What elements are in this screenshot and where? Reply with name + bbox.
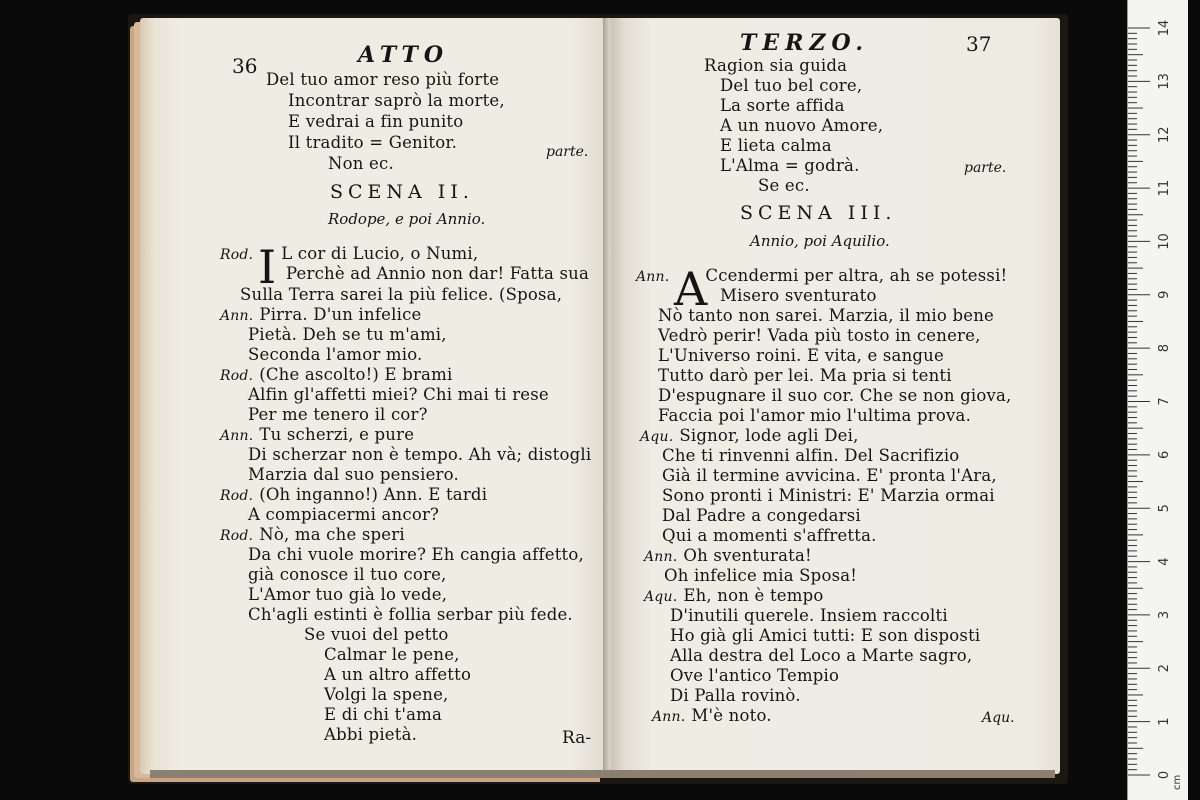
ruler-label: 5 xyxy=(1157,504,1172,513)
aria-line: E di chi t'ama xyxy=(324,705,443,724)
ruler-label: 6 xyxy=(1157,450,1172,459)
ruler-label: 0 xyxy=(1157,770,1172,780)
dialogue-line: già conosce il tuo core, xyxy=(248,565,447,584)
dialogue-line: Nò tanto non sarei. Marzia, il mio bene xyxy=(658,306,995,325)
ruler-label: 10 xyxy=(1157,233,1172,250)
scene-characters: Rodope, e poi Annio. xyxy=(328,210,486,228)
dialogue-line: Già il termine avvicina. E' pronta l'Ara, xyxy=(662,466,997,485)
dialogue-line: Ann. Ccendermi per altra, ah se potessi! xyxy=(636,266,1008,285)
dialogue-line: Alla destra del Loco a Marte sagro, xyxy=(670,646,973,665)
dialogue-line: Sono pronti i Ministri: E' Marzia ormai xyxy=(662,486,995,505)
dialogue-line: Di scherzar non è tempo. Ah và; distogli xyxy=(248,445,592,464)
dialogue-line: Qui a momenti s'affretta. xyxy=(662,526,877,545)
ruler-unit: cm xyxy=(1172,774,1183,790)
ruler-label: 9 xyxy=(1157,290,1172,299)
verse-line: A un nuovo Amore, xyxy=(720,116,884,135)
dialogue-line: Tutto darò per lei. Ma pria si tenti xyxy=(658,366,952,385)
dialogue-line: Rod. (Che ascolto!) E brami xyxy=(220,365,453,384)
aria-line: Calmar le pene, xyxy=(324,645,460,664)
dialogue-line: L'Amor tuo già lo vede, xyxy=(248,585,448,604)
verse-line: E lieta calma xyxy=(720,136,832,155)
scene-title: SCENA II. xyxy=(330,181,474,203)
dialogue-line: Ch'agli estinti è follia serbar più fede. xyxy=(248,605,573,624)
dialogue-line: Ann. Oh sventurata! xyxy=(644,546,812,565)
ruler-label: 1 xyxy=(1157,717,1172,726)
ruler-label: 4 xyxy=(1157,557,1172,566)
verse-line: Del tuo amor reso più forte xyxy=(266,70,500,89)
dialogue-line: Rod. (Oh inganno!) Ann. E tardi xyxy=(220,485,488,504)
dialogue-line: Di Palla rovinò. xyxy=(670,686,801,705)
aria-line: Volgi la spene, xyxy=(324,685,449,704)
drop-capital: A xyxy=(674,262,708,316)
drop-capital: I xyxy=(258,240,277,294)
running-head: TERZO. xyxy=(740,30,870,56)
dialogue-line: Marzia dal suo pensiero. xyxy=(248,465,459,484)
verse-line: Incontrar saprò la morte, xyxy=(288,91,505,110)
dialogue-line: Faccia poi l'amor mio l'ultima prova. xyxy=(658,406,972,425)
verse-line: Non ec. xyxy=(328,154,394,173)
dialogue-line: Sulla Terra sarei la più felice. (Sposa, xyxy=(240,285,563,304)
aria-line: Abbi pietà. xyxy=(324,725,418,744)
ruler-label: 3 xyxy=(1157,610,1172,620)
dialogue-line: Ann. Tu scherzi, e pure xyxy=(220,425,415,444)
verse-line: Il tradito = Genitor. xyxy=(288,133,458,152)
running-head: ATTO xyxy=(358,42,449,68)
dialogue-line: Oh infelice mia Sposa! xyxy=(664,566,858,585)
stage-direction: parte. xyxy=(546,144,589,160)
page-number: 36 xyxy=(232,54,258,78)
ruler-label: 13 xyxy=(1157,73,1172,90)
dialogue-line: Misero sventurato xyxy=(720,286,877,305)
verse-line: L'Alma = godrà. xyxy=(720,156,860,175)
dialogue-line: Rod. L cor di Lucio, o Numi, xyxy=(220,244,479,263)
aria-line: Se vuoi del petto xyxy=(304,625,449,644)
dialogue-line: Dal Padre a congedarsi xyxy=(662,506,861,525)
dialogue-line: D'espugnare il suo cor. Che se non giova, xyxy=(658,386,1012,405)
aria-line: A un altro affetto xyxy=(324,665,472,684)
scene-characters: Annio, poi Aquilio. xyxy=(750,232,890,250)
dialogue-line: Che ti rinvenni alfin. Del Sacrifizio xyxy=(662,446,960,465)
right-page xyxy=(612,18,1060,774)
catchword: Ra- xyxy=(562,728,592,748)
dialogue-line: D'inutili querele. Insiem raccolti xyxy=(670,606,948,625)
measuring-ruler xyxy=(1127,0,1188,800)
dialogue-line: Da chi vuole morire? Eh cangia affetto, xyxy=(248,545,584,564)
scene-title: SCENA III. xyxy=(740,202,897,224)
page-block-edge xyxy=(150,770,1055,778)
dialogue-line: Ove l'antico Tempio xyxy=(670,666,840,685)
dialogue-line: Rod. Nò, ma che speri xyxy=(220,525,405,544)
ruler-label: 11 xyxy=(1157,179,1172,197)
dialogue-line: L'Universo roini. E vita, e sangue xyxy=(658,346,944,365)
ruler-label: 2 xyxy=(1157,664,1172,673)
dialogue-line: A compiacermi ancor? xyxy=(248,505,440,524)
dialogue-line: Pietà. Deh se tu m'ami, xyxy=(248,325,447,344)
page-number: 37 xyxy=(966,32,992,56)
stage-direction: parte. xyxy=(964,160,1007,176)
dialogue-line: Perchè ad Annio non dar! Fatta sua xyxy=(286,264,589,283)
ruler-scale xyxy=(1128,0,1188,800)
left-page xyxy=(140,18,610,774)
catchword: Aqu. xyxy=(982,710,1015,726)
dialogue-line: Ann. M'è noto. xyxy=(652,706,772,725)
dialogue-line: Per me tenero il cor? xyxy=(248,405,428,424)
dialogue-line: Seconda l'amor mio. xyxy=(248,345,423,364)
verse-line: E vedrai a fin punito xyxy=(288,112,464,131)
dialogue-line: Ann. Pirra. D'un infelice xyxy=(220,305,422,324)
ruler-label: 12 xyxy=(1157,126,1172,143)
dialogue-line: Vedrò perir! Vada più tosto in cenere, xyxy=(658,326,981,345)
ruler-label: 7 xyxy=(1157,397,1172,406)
dialogue-line: Aqu. Eh, non è tempo xyxy=(644,586,824,605)
dialogue-line: Ho già gli Amici tutti: E son disposti xyxy=(670,626,981,645)
verse-line: Del tuo bel core, xyxy=(720,76,863,95)
dialogue-line: Alfin gl'affetti miei? Chi mai ti rese xyxy=(248,385,549,404)
ruler-label: 14 xyxy=(1157,19,1172,37)
verse-line: La sorte affida xyxy=(720,96,845,115)
verse-line: Se ec. xyxy=(758,176,810,195)
ruler-label: 8 xyxy=(1157,344,1172,353)
verse-line: Ragion sia guida xyxy=(704,56,848,75)
dialogue-line: Aqu. Signor, lode agli Dei, xyxy=(640,426,859,445)
